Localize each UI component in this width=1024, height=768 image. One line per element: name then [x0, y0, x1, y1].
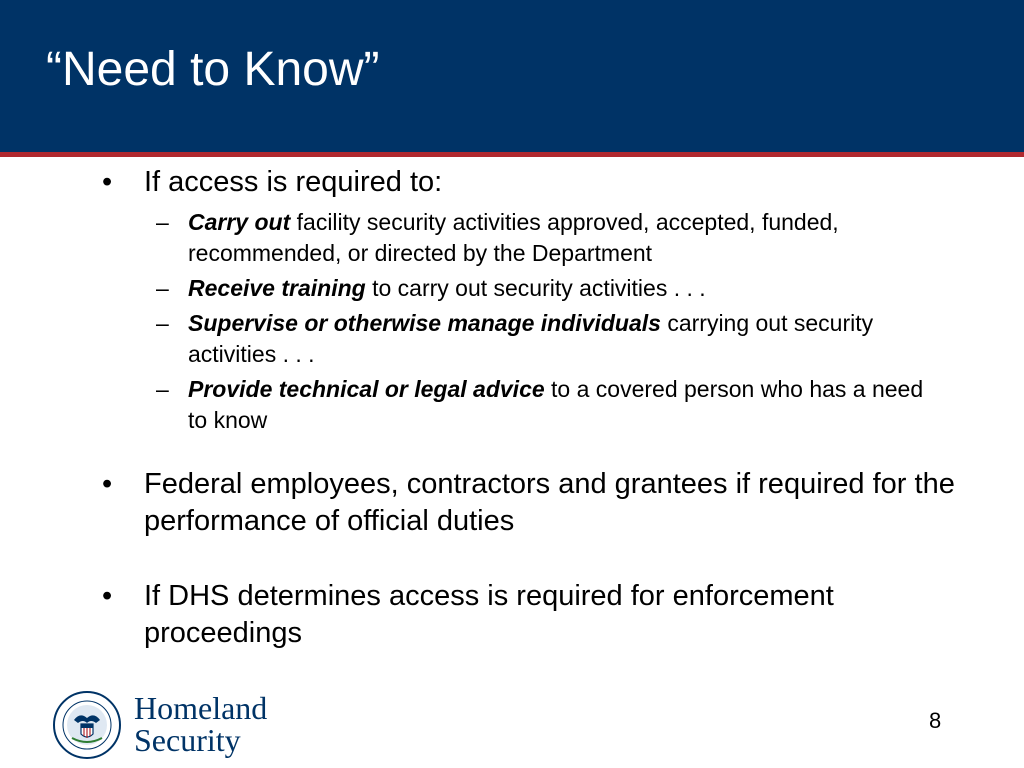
bullet-text: Federal employees, contractors and grantees if required for the performance of official duties — [144, 468, 955, 537]
sub-bullet-item — [100, 273, 948, 304]
sub-bullet-marker: – — [156, 275, 169, 301]
sub-bullet-marker: – — [156, 376, 169, 402]
sub-bullet-item — [100, 374, 948, 436]
bullet-marker: • — [102, 166, 113, 198]
title-divider — [0, 152, 1024, 157]
sub-bullet-marker: – — [156, 310, 169, 336]
logo-wordmark — [134, 692, 267, 756]
bullet-item — [100, 578, 980, 652]
sub-bullet-emphasis: Provide technical or legal advice — [188, 376, 545, 402]
sub-bullet-emphasis: Receive training — [188, 275, 366, 301]
sub-bullet-marker: – — [156, 209, 169, 235]
sub-bullet-emphasis: Supervise or otherwise manage individuals — [188, 310, 661, 336]
bullet-item — [100, 164, 980, 201]
logo-line-homeland: Homeland — [134, 690, 268, 726]
dhs-seal-icon — [52, 690, 122, 760]
sub-bullet-text: carrying out security activities . . . — [188, 310, 874, 367]
slide-title: “Need to Know” — [46, 43, 380, 96]
title-bar — [0, 0, 1024, 152]
bullet-marker: • — [102, 468, 113, 500]
slide-content — [100, 164, 980, 652]
bullet-marker: • — [102, 580, 113, 612]
sub-bullet-emphasis: Carry out — [188, 209, 291, 235]
dhs-logo — [52, 690, 312, 760]
bullet-item — [100, 466, 980, 540]
sub-bullet-text: to carry out security activities . . . — [365, 275, 706, 301]
sub-bullet-text: to a covered person who has a need to know — [188, 376, 924, 433]
sub-bullet-list — [100, 207, 980, 436]
page-number: 8 — [929, 708, 942, 733]
sub-bullet-text: facility security activities approved, accepted, funded, recommended, or directed by the Department — [188, 209, 839, 266]
logo-line-security: Security — [134, 722, 241, 758]
bullet-text: If access is required to: — [144, 166, 443, 198]
sub-bullet-item — [100, 207, 948, 269]
sub-bullet-item — [100, 308, 948, 370]
bullet-text: If DHS determines access is required for enforcement proceedings — [144, 580, 834, 649]
